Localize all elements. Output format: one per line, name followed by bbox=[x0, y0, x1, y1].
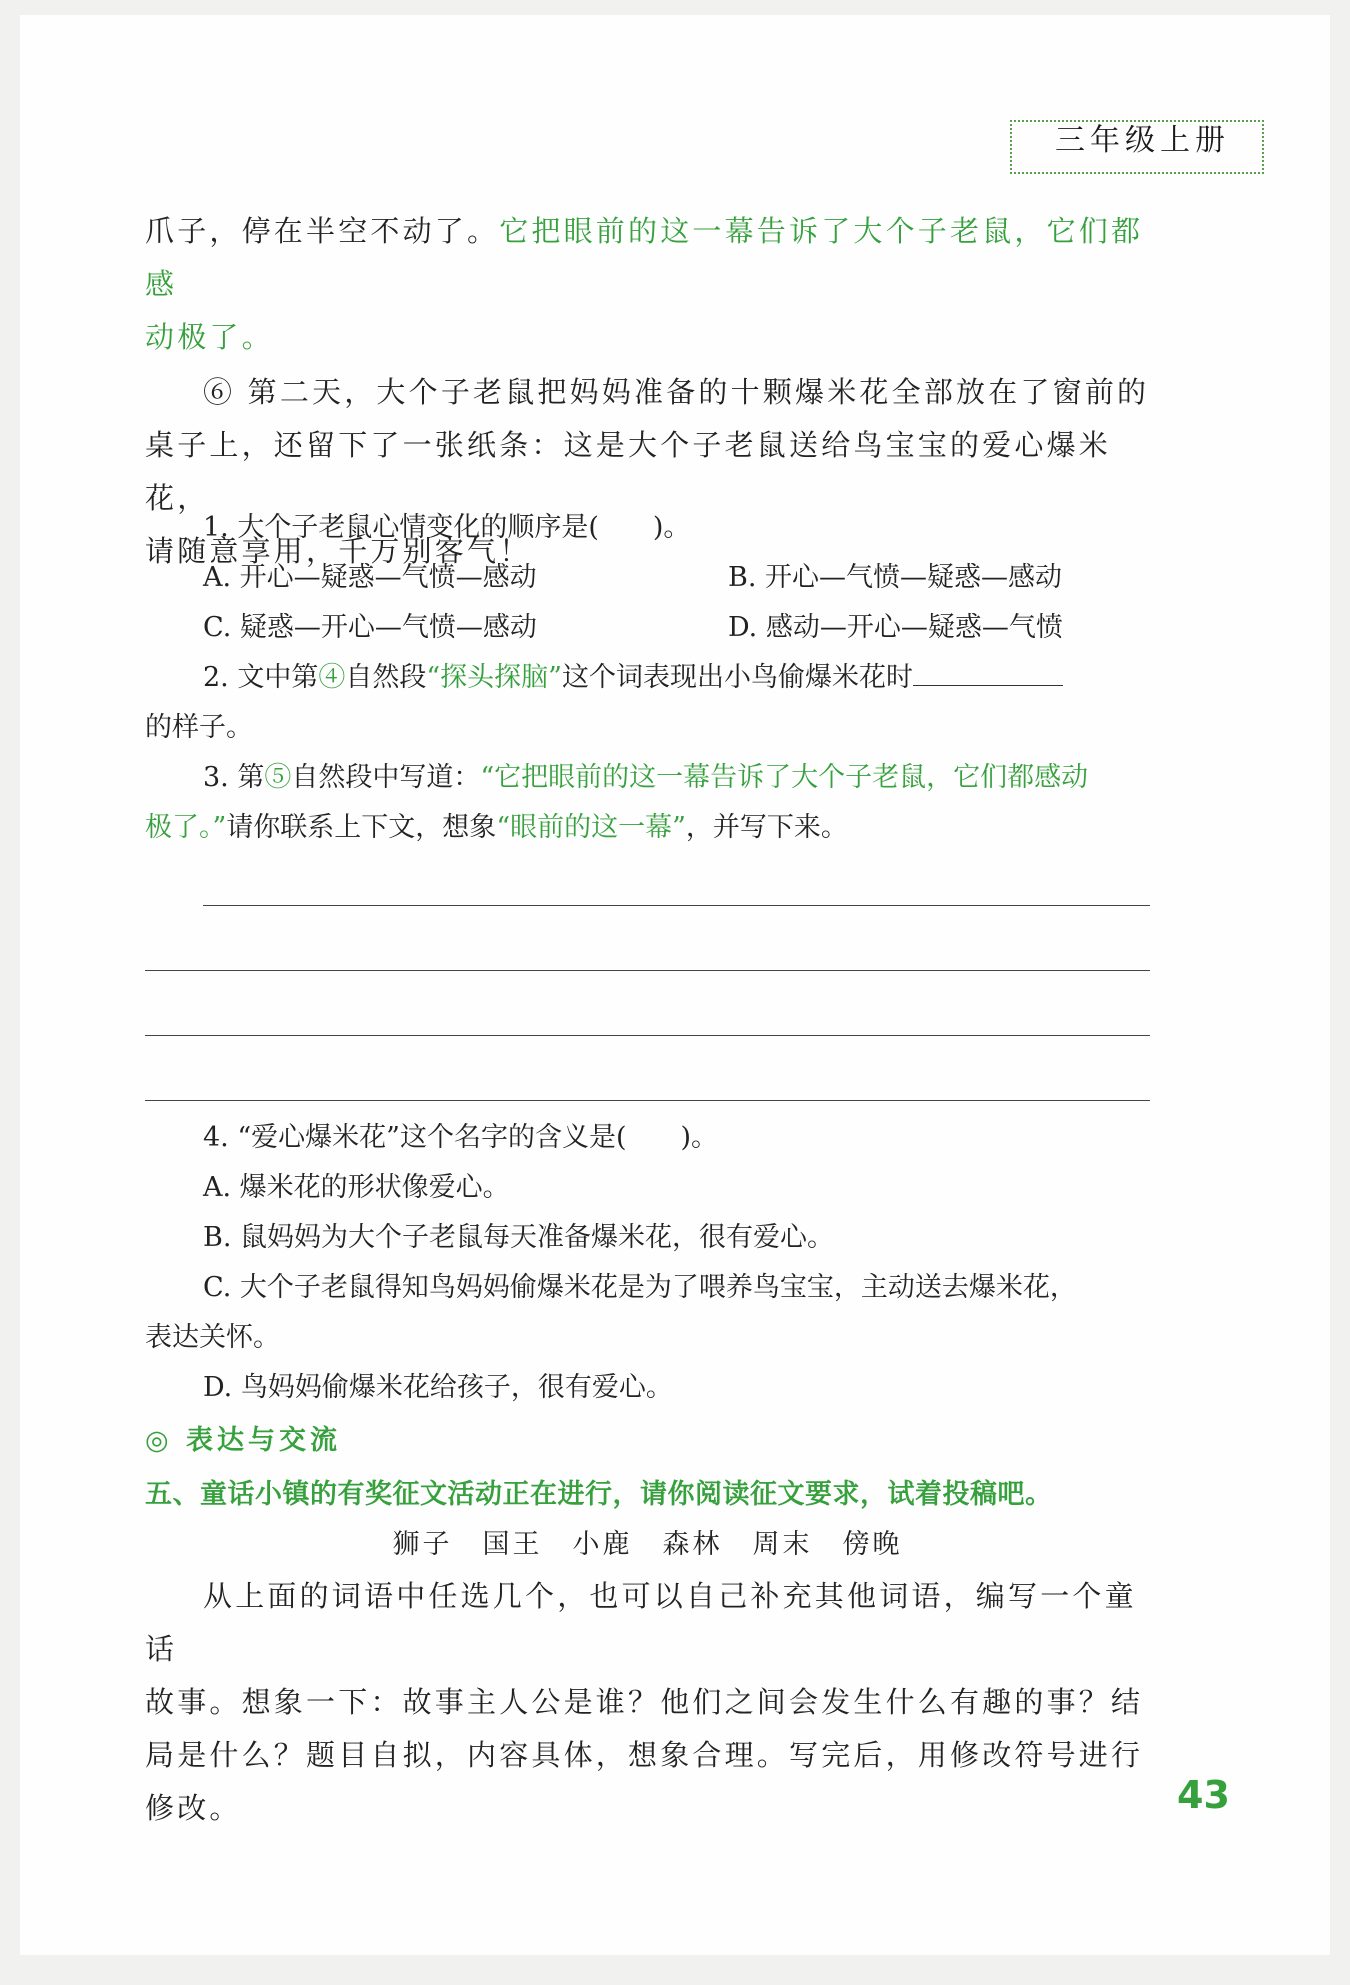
word-list: 狮子 国王 小鹿 森林 周末 傍晚 bbox=[392, 1529, 903, 1560]
task-heading: 五、童话小镇的有奖征文活动正在进行，请你阅读征文要求，试着投稿吧。 bbox=[145, 1479, 1053, 1510]
grade-label: 三年级上册 bbox=[1055, 123, 1230, 158]
passage-highlight: 它把眼前的这一幕告诉了大个子老鼠，它们都感 bbox=[145, 214, 1144, 301]
question-tail: 的样子。 bbox=[145, 712, 253, 743]
option-b[interactable]: B. 鼠妈妈为大个子老鼠每天准备爆米花，很有爱心。 bbox=[203, 1222, 835, 1253]
question-3 bbox=[145, 753, 1150, 853]
answer-blank[interactable] bbox=[913, 661, 1063, 686]
question-1 bbox=[145, 503, 1150, 653]
answer-line[interactable] bbox=[145, 1100, 1150, 1101]
passage-line: ⑥ 第二天，大个子老鼠把妈妈准备的十颗爆米花全部放在了窗前的 bbox=[203, 375, 1150, 409]
paragraph-number: ⑤ bbox=[264, 762, 292, 793]
q2-mid: 自然段 bbox=[345, 662, 427, 693]
option-d[interactable]: D. 感动—开心—疑惑—气愤 bbox=[728, 612, 1063, 643]
task-instruction: 局是什么？题目自拟，内容具体，想象合理。写完后，用修改符号进行 bbox=[145, 1738, 1144, 1772]
section-heading bbox=[145, 1418, 1150, 1457]
option-row bbox=[145, 603, 1150, 653]
question-stem: 1. 大个子老鼠心情变化的顺序是( )。 bbox=[203, 512, 691, 543]
q2-rest: 这个词表现出小鸟偷爆米花时 bbox=[561, 662, 913, 693]
task-5 bbox=[145, 1470, 1150, 1835]
option-c[interactable]: C. 大个子老鼠得知鸟妈妈偷爆米花是为了喂养鸟宝宝，主动送去爆米花， bbox=[203, 1272, 1077, 1303]
passage-highlight-line: 动极了。 bbox=[145, 320, 274, 354]
q3-prefix: 3. 第 bbox=[203, 762, 265, 793]
quoted-term: “眼前的这一幕” bbox=[496, 812, 686, 843]
question-stem: 4. “爱心爆米花”这个名字的含义是( )。 bbox=[203, 1122, 719, 1153]
quoted-sentence: “它把眼前的这一幕告诉了大个子老鼠，它们都感动 bbox=[480, 762, 1089, 793]
q3-mid: 自然段中写道： bbox=[291, 762, 481, 793]
question-4 bbox=[145, 1113, 1150, 1413]
q3-rest: 请你联系上下文，想象 bbox=[226, 812, 497, 843]
question-stem bbox=[145, 753, 1150, 803]
option-b[interactable]: B. 开心—气愤—疑惑—感动 bbox=[728, 562, 1063, 593]
target-icon: ◎ bbox=[145, 1425, 173, 1456]
section-title: 表达与交流 bbox=[185, 1425, 341, 1456]
option-a[interactable]: A. 爆米花的形状像爱心。 bbox=[203, 1172, 510, 1203]
answer-line[interactable] bbox=[145, 970, 1150, 971]
option-row bbox=[145, 553, 1150, 603]
passage-line bbox=[145, 205, 1150, 311]
task-instruction: 修改。 bbox=[145, 1791, 242, 1825]
task-instruction: 从上面的词语中任选几个，也可以自己补充其他词语，编写一个童话 bbox=[145, 1579, 1137, 1666]
option-a[interactable]: A. 开心—疑惑—气愤—感动 bbox=[203, 562, 537, 593]
option-c[interactable]: C. 疑惑—开心—气愤—感动 bbox=[203, 612, 537, 643]
q2-prefix: 2. 文中第 bbox=[203, 662, 319, 693]
paragraph-number: ④ bbox=[318, 662, 346, 693]
question-2 bbox=[145, 653, 1150, 753]
question-line bbox=[145, 803, 1150, 853]
option-d[interactable]: D. 鸟妈妈偷爆米花给孩子，很有爱心。 bbox=[203, 1372, 673, 1403]
passage-line: 请随意享用，千万别客气！ bbox=[145, 534, 532, 568]
passage-text: 爪子，停在半空不动了。 bbox=[145, 214, 500, 248]
passage-line: 桌子上，还留下了一张纸条：这是大个子老鼠送给鸟宝宝的爱心爆米花， bbox=[145, 428, 1112, 515]
workbook-page bbox=[20, 15, 1330, 1955]
page-number: 43 bbox=[1177, 1773, 1230, 1817]
answer-line[interactable] bbox=[203, 905, 1150, 906]
option-c-continued[interactable]: 表达关怀。 bbox=[145, 1322, 280, 1353]
answer-line[interactable] bbox=[145, 1035, 1150, 1036]
task-instruction: 故事。想象一下：故事主人公是谁？他们之间会发生什么有趣的事？结 bbox=[145, 1685, 1144, 1719]
quoted-sentence-end: 极了。” bbox=[145, 812, 227, 843]
question-stem bbox=[145, 653, 1150, 703]
quoted-term: “探头探脑” bbox=[426, 662, 562, 693]
q3-end: ，并写下来。 bbox=[685, 812, 848, 843]
